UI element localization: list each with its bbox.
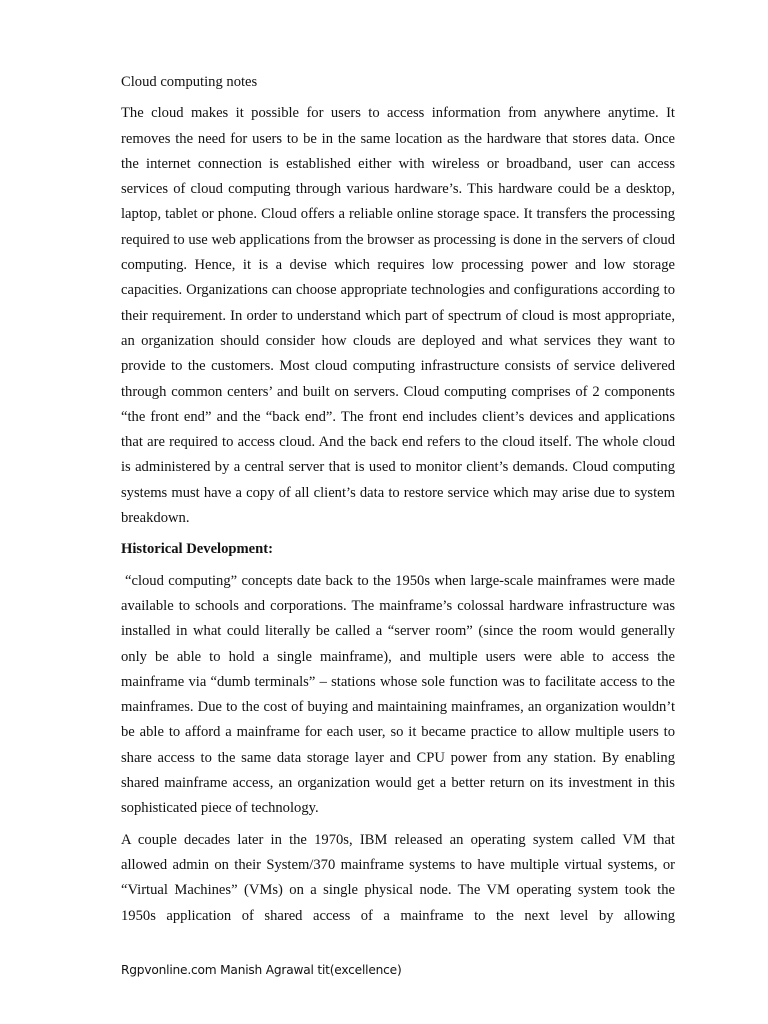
document-body [121, 70, 675, 935]
page-footer: Rgpvonline.com Manish Agrawal tit(excellence) [121, 963, 402, 977]
history-paragraph-2: A couple decades later in the 1970s, IBM released an operating system called VM that allowed admin on their System/370 mainframe systems to have multiple virtual systems, or “Virtual Machines” (VMs) on a single physical node. The VM operating system took the 1950s application of shared access of a mainframe to the next level by allowing [121, 831, 675, 924]
section-heading-historical-development: Historical Development: [121, 541, 273, 558]
intro-paragraph: The cloud makes it possible for users to access information from anywhere anytime. It removes the need for users to be in the same location as the hardware that stores data. Once the internet connection is established either with wireless or broadband, user can access services of cloud computing through various hardware’s. This hardware could be a desktop, laptop, tablet or phone. Cloud offers a reliable online storage space. It transfers the processing required to use web applications from the browser as processing is done in the servers of cloud computing. Hence, it is a devise which requires low processing power and low storage capacities. Organizations can choose appropriate technologies and configurations according to their requirement. In order to understand which part of spectrum of cloud is most appropriate, an organization should consider how clouds are deployed and what services they want to provide to the customers. Most cloud computing infrastructure consists of service delivered through common centers’ and built on servers. Cloud computing comprises of 2 components “the front end” and the “back end”. The front end includes client’s devices and applications that are required to access cloud. And the back end refers to the cloud itself. The whole cloud is administered by a central server that is used to monitor client’s demands. Cloud computing systems must have a copy of all client’s data to restore service which may arise due to system breakdown. [121, 105, 675, 527]
history-paragraph-1: “cloud computing” concepts date back to the 1950s when large-scale mainframes were made available to schools and corporations. The mainframe’s colossal hardware infrastructure was installed in what could literally be called a “server room” (since the room would generally only be able to hold a single mainframe), and multiple users were able to access the mainframe via “dumb terminals” – stations whose sole function was to facilitate access to the mainframes. Due to the cost of buying and maintaining mainframes, an organization wouldn’t be able to afford a mainframe for each user, so it became practice to allow multiple users to share access to the same data storage layer and CPU power from any station. By enabling shared mainframe access, an organization would get a better return on its investment in this sophisticated piece of technology. [121, 572, 675, 817]
document-title: Cloud computing notes [121, 74, 258, 90]
